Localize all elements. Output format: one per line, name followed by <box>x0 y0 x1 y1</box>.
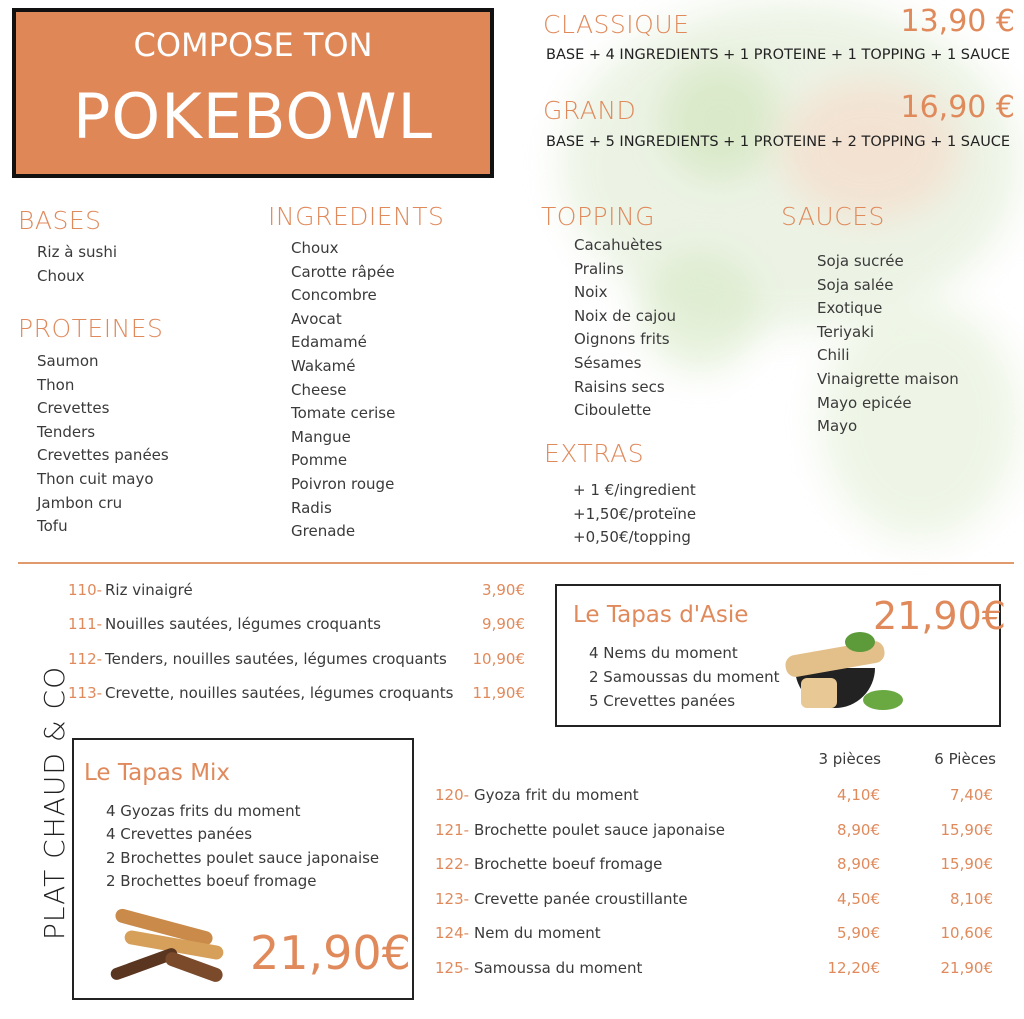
ingredients-item: Choux <box>291 239 339 257</box>
price-3-pieces: 4,10€ <box>837 786 880 804</box>
item-number: 123- <box>435 889 470 908</box>
proteines-item: Crevettes panées <box>37 446 169 465</box>
bases-item: Riz à sushi <box>37 243 118 261</box>
item-name: Brochette poulet sauce japonaise <box>474 820 726 839</box>
tapas-mix-item: 2 Brochettes poulet sauce japonaise <box>106 849 380 867</box>
item-name: Nouilles sautées, légumes croquants <box>105 615 381 634</box>
formula-name: CLASSIQUE <box>543 10 690 39</box>
ingredients-item: Edamamé <box>291 333 367 352</box>
formula-price: 16,90 € <box>900 90 1015 125</box>
item-name: Tenders, nouilles sautées, légumes croquants <box>105 649 447 668</box>
price-3-pieces: 8,90€ <box>837 820 880 839</box>
item-number: 111- <box>68 615 103 634</box>
ingredients-item: Pomme <box>291 451 348 470</box>
item-price: 9,90€ <box>482 615 525 634</box>
item-price: 10,90€ <box>472 649 525 668</box>
price-3-pieces: 5,90€ <box>837 924 880 942</box>
ingredients-item: Avocat <box>291 309 342 328</box>
sauces-item: Exotique <box>817 299 883 318</box>
price-3-pieces: 8,90€ <box>837 855 880 873</box>
sauces-item: Mayo epicée <box>817 393 912 412</box>
sauces-item: Chili <box>817 346 850 365</box>
item-number: 113- <box>68 684 103 703</box>
topping-item: Ciboulette <box>574 401 652 420</box>
topping-item: Noix <box>574 283 608 302</box>
topping-item: Cacahuètes <box>574 236 663 254</box>
sauces-item: Soja sucrée <box>817 252 904 270</box>
item-number: 125- <box>435 958 470 977</box>
card-price: 21,90€ <box>250 926 411 980</box>
tapas-mix-item: 4 Gyozas frits du moment <box>106 802 301 820</box>
topping-item: Raisins secs <box>574 377 665 396</box>
proteines-item: Thon <box>37 375 75 394</box>
item-name: Crevette, nouilles sautées, légumes croquants <box>105 684 454 703</box>
topping-item: Noix de cajou <box>574 306 677 325</box>
proteines-title: PROTEINES <box>18 314 164 343</box>
price-6-pieces: 21,90€ <box>940 958 993 977</box>
topping-item: Oignons frits <box>574 330 670 349</box>
ingredients-item: Concombre <box>291 286 377 305</box>
extras-item: + 1 €/ingredient <box>573 481 696 499</box>
header-subtitle: COMPOSE TON <box>133 26 373 64</box>
card-price: 21,90€ <box>873 594 1006 638</box>
ingredients-item: Poivron rouge <box>291 475 395 493</box>
price-3-pieces: 12,20€ <box>827 958 880 977</box>
price-6-pieces: 15,90€ <box>940 820 993 839</box>
formula-desc: BASE + 4 INGREDIENTS + 1 PROTEINE + 1 TOPPING + 1 SAUCE <box>546 47 1011 63</box>
price-6-pieces: 10,60€ <box>940 924 993 942</box>
header-banner <box>12 8 494 178</box>
ingredients-item: Wakamé <box>291 357 356 375</box>
topping-title: TOPPING <box>541 202 656 231</box>
ingredients-item: Tomate cerise <box>291 404 396 423</box>
bases-title: BASES <box>18 206 102 235</box>
item-number: 120- <box>435 786 470 804</box>
tapas-asie-item: 5 Crevettes panées <box>589 692 736 710</box>
col-header-6-pieces: 6 Pièces <box>934 750 996 768</box>
col-header-3-pieces: 3 pièces <box>818 750 881 768</box>
price-3-pieces: 4,50€ <box>837 889 880 908</box>
ingredients-item: Grenade <box>291 522 356 541</box>
ingredients-title: INGREDIENTS <box>268 202 445 231</box>
card-title: Le Tapas Mix <box>84 760 231 786</box>
item-number: 124- <box>435 924 470 942</box>
formula-desc: BASE + 5 INGREDIENTS + 1 PROTEINE + 2 TOPPING + 1 SAUCE <box>546 134 1011 150</box>
item-number: 122- <box>435 855 470 873</box>
extras-title: EXTRAS <box>544 439 645 468</box>
item-number: 121- <box>435 820 470 839</box>
tapas-mix-card <box>72 738 414 1000</box>
sauces-item: Teriyaki <box>817 322 875 341</box>
section-title-vertical: PLAT CHAUD & CO <box>38 665 71 940</box>
proteines-item: Tenders <box>37 422 96 441</box>
price-6-pieces: 7,40€ <box>950 786 993 804</box>
item-price: 3,90€ <box>482 581 525 599</box>
tapas-asie-item: 2 Samoussas du moment <box>589 668 780 686</box>
skewers-photo <box>104 900 229 990</box>
bases-item: Choux <box>37 266 85 285</box>
item-name: Nem du moment <box>474 924 601 942</box>
proteines-item: Saumon <box>37 352 99 370</box>
extras-item: +1,50€/proteïne <box>573 504 697 523</box>
topping-item: Pralins <box>574 259 624 278</box>
ingredients-item: Radis <box>291 498 332 517</box>
sauces-item: Mayo <box>817 417 858 436</box>
proteines-item: Tofu <box>37 517 68 536</box>
extras-item: +0,50€/topping <box>573 528 691 547</box>
price-6-pieces: 8,10€ <box>950 889 993 908</box>
sauces-item: Vinaigrette maison <box>817 370 959 388</box>
ingredients-item: Carotte râpée <box>291 262 395 281</box>
card-title: Le Tapas d'Asie <box>573 602 749 628</box>
price-6-pieces: 15,90€ <box>940 855 993 873</box>
header-title: POKEBOWL <box>72 80 434 153</box>
item-name: Crevette panée croustillante <box>474 889 688 908</box>
proteines-item: Thon cuit mayo <box>37 470 154 488</box>
section-divider <box>18 562 1014 564</box>
nems-photo <box>785 638 905 718</box>
item-price: 11,90€ <box>472 684 525 703</box>
tapas-mix-item: 4 Crevettes panées <box>106 825 253 843</box>
item-name: Gyoza frit du moment <box>474 786 639 804</box>
item-name: Brochette boeuf fromage <box>474 855 663 873</box>
item-number: 110- <box>68 581 103 599</box>
proteines-item: Jambon cru <box>37 493 123 512</box>
proteines-item: Crevettes <box>37 399 110 418</box>
sauces-item: Soja salée <box>817 275 894 294</box>
item-number: 112- <box>68 649 103 668</box>
tapas-asie-item: 4 Nems du moment <box>589 644 738 662</box>
item-name: Samoussa du moment <box>474 958 643 977</box>
sauces-title: SAUCES <box>781 202 885 231</box>
topping-item: Sésames <box>574 354 642 372</box>
ingredients-item: Cheese <box>291 380 347 399</box>
formula-name: GRAND <box>543 96 637 125</box>
tapas-asie-card <box>555 584 1006 727</box>
formula-price: 13,90 € <box>900 4 1015 39</box>
item-name: Riz vinaigré <box>105 581 193 599</box>
ingredients-item: Mangue <box>291 427 351 446</box>
tapas-mix-item: 2 Brochettes boeuf fromage <box>106 872 317 890</box>
